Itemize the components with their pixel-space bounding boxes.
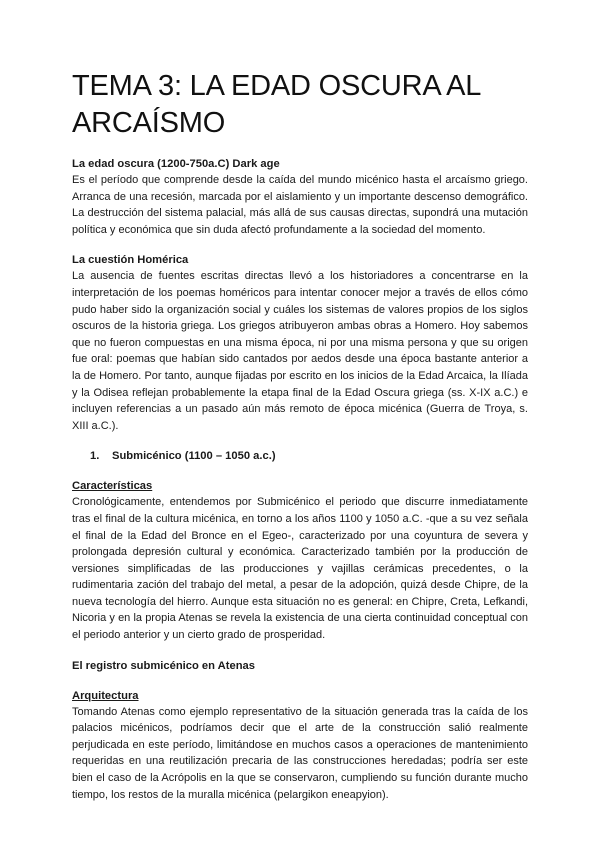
page-title: TEMA 3: LA EDAD OSCURA AL ARCAÍSMO [72, 70, 481, 139]
paragraph-caracteristicas: Cronológicamente, entendemos por Submicénico el periodo que discurre inmediatamente tras el ﬁnal de la cultura micénica, en torno a los años 1100 y 1050 a.C. -que a su vez señala el final de la Edad del Bronce en el Egeo-, caracterizado por una coyuntura de severa y prolongada depresión cultural y económica. Caracterizado también por la producción de versiones simplificadas de las producciones y vajillas cerámicas precedentes, o la rudimentaria zación del trabajo del metal, a pesar de la adopción, quizá desde Chipre, de la nueva tecnología del hierro. Aunque esta situación no es general: en Chipre, Creta, Lefkandi, Nicoria y en la propia Atenas se revela la existencia de una cierta continuidad conceptual con el periodo anterior y un cierto grado de prosperidad. [72, 496, 528, 642]
list-number: 1. [90, 450, 100, 463]
section-heading-cuestion-homerica: La cuestión Homérica [72, 254, 189, 267]
section-heading-caracteristicas: Características [72, 480, 153, 493]
section-heading-edad-oscura: La edad oscura (1200-750a.C) Dark age [72, 158, 280, 170]
paragraph-arquitectura: Tomando Atenas como ejemplo representativo de la situación generada tras la caída de los palacios micénicos, podríamos decir que el arte de la construcción salió realmente perjudicada en este período, limitándose en muchos casos a operaciones de mantenimiento requeridas en una reutilización precaria de las construcciones heredadas; podría ser este bien el caso de la Acrópolis en la que se conservaron, cumpliendo su función durante mucho tiempo, los restos de la muralla micénica (pelargikon eneapyion). [72, 705, 528, 801]
section-heading-arquitectura: Arquitectura [72, 689, 139, 702]
numbered-heading-submicenico [90, 448, 528, 464]
paragraph-edad-oscura: Es el período que comprende desde la caída del mundo micénico hasta el arcaísmo griego. Arranca de una recesión, marcada por el aislamiento y un importante descenso demográfico. La destrucción del sistema palacial, más allá de sus causas directas, supondrá una mutación política y económica que sin duda afectó profundamente a la sociedad del momento. [72, 174, 528, 236]
section-heading-registro-atenas: El registro submicénico en Atenas [72, 659, 255, 672]
paragraph-cuestion-homerica: La ausencia de fuentes escritas directas llevó a los historiadores a concentrarse en la interpretación de los poemas homéricos para intentar conocer mejor a través de ellos cómo pudo haber sido la organización social y cuáles los sistemas de valores propios de los siglos oscuros de la historia griega. Los griegos atribuyeron ambas obras a Homero. Hoy sabemos que no fueron compuestas en una misma época, ni por una misma persona y que su origen fue oral: poemas que habían sido cantados por aedos desde una época bastante anterior a la de Homero. Por tanto, aunque fijadas por escrito en los inicios de la Edad Arcaica, la Ilíada y la Odisea reflejan probablemente la etapa final de la Edad Oscura griega (ss. X-IX a.C.) e incluyen referencias a un pasado aún más remoto de época micénica (Guerra de Troya, s. XIII a.C.). [72, 270, 528, 432]
list-item-label: Submicénico (1100 – 1050 a.c.) [112, 450, 276, 463]
